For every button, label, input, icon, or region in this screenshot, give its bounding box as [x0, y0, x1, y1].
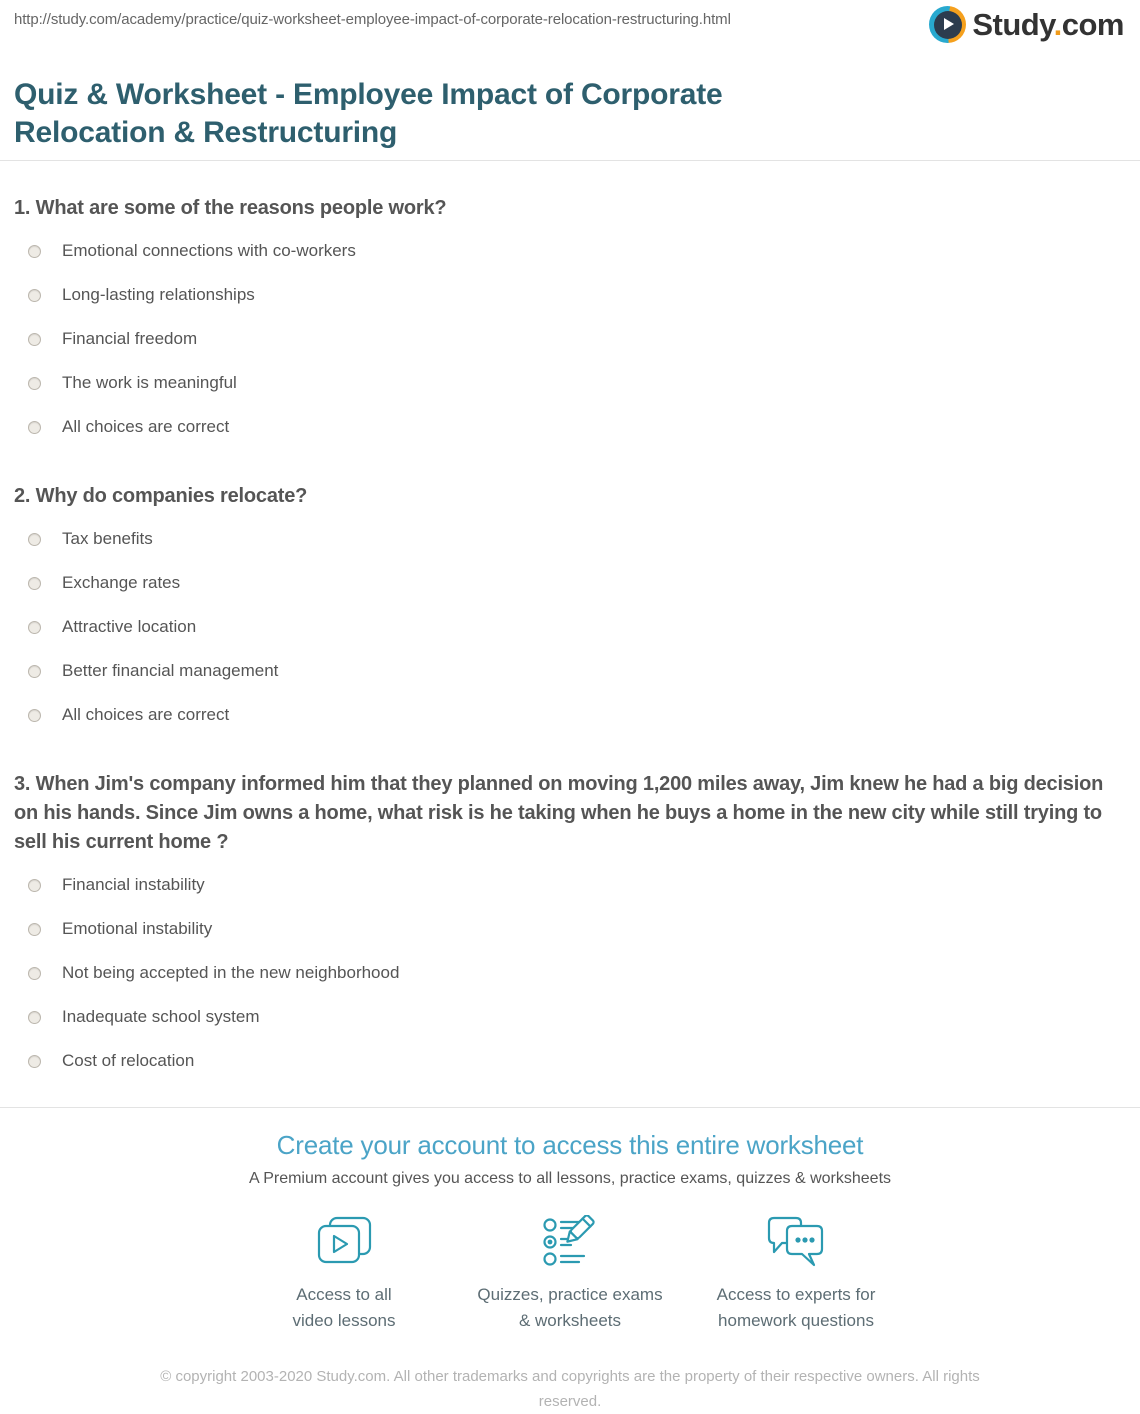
radio-button[interactable] — [28, 533, 41, 546]
question-1-option-1[interactable] — [14, 229, 1126, 273]
copyright-text: © copyright 2003-2020 Study.com. All other trademarks and copyrights are the property of their respective owners. All rights reserved. — [160, 1368, 980, 1410]
answer-option-label: Inadequate school system — [62, 1007, 260, 1026]
radio-button[interactable] — [28, 1011, 41, 1024]
cta-divider — [0, 1107, 1140, 1108]
answer-option-label: Tax benefits — [62, 529, 153, 548]
feature-label-line: Quizzes, practice exams — [477, 1285, 663, 1304]
feature-label-line: homework questions — [718, 1311, 874, 1330]
feature-list — [0, 1212, 1140, 1334]
question-2-option-2[interactable] — [14, 561, 1126, 605]
question-3-option-3[interactable] — [14, 951, 1126, 995]
radio-button[interactable] — [28, 289, 41, 302]
question-2-option-1[interactable] — [14, 517, 1126, 561]
answer-option-label: Long-lasting relationships — [62, 285, 255, 304]
radio-button[interactable] — [28, 621, 41, 634]
radio-button[interactable] — [28, 967, 41, 980]
question-1-heading: 1. What are some of the reasons people work? — [14, 197, 447, 219]
answer-option-label: The work is meaningful — [62, 373, 237, 392]
answer-option-label: Exchange rates — [62, 573, 181, 592]
logo-study-text: Study — [972, 6, 1054, 42]
answer-option-label: Financial instability — [62, 875, 205, 894]
feature-label-line: Access to experts for — [716, 1285, 876, 1304]
question-2-heading: 2. Why do companies relocate? — [14, 485, 308, 507]
answer-option-label: All choices are correct — [62, 417, 230, 436]
premium-subtext: A Premium account gives you access to all lessons, practice exams, quizzes & worksheets — [248, 1170, 892, 1187]
answer-option-label: Attractive location — [62, 617, 197, 636]
radio-button[interactable] — [28, 577, 41, 590]
radio-button[interactable] — [28, 709, 41, 722]
feature-quizzes-worksheets — [457, 1212, 683, 1334]
cta-section — [0, 1130, 1140, 1334]
answer-option-label: Financial freedom — [62, 329, 198, 348]
radio-button[interactable] — [28, 333, 41, 346]
quiz-worksheet-icon — [540, 1212, 600, 1272]
feature-video-lessons — [231, 1212, 457, 1334]
feature-expert-help — [683, 1212, 909, 1334]
radio-button[interactable] — [28, 421, 41, 434]
question-3-heading: 3. When Jim's company informed him that they planned on moving 1,200 miles away, Jim knew he had a big decision on his hands. Since Jim owns a home, what risk is he taking when he buys a home in the new city while still trying to sell his current home ? — [14, 773, 1104, 853]
answer-option-label: Emotional instability — [62, 919, 213, 938]
logo-wordmark — [972, 7, 1124, 43]
video-lessons-icon — [313, 1212, 375, 1272]
answer-option-label: Better financial management — [62, 661, 279, 680]
question-2-option-3[interactable] — [14, 605, 1126, 649]
play-circle-icon — [929, 6, 966, 43]
create-account-link[interactable]: Create your account to access this entire worksheet — [276, 1130, 864, 1160]
title-divider — [0, 160, 1140, 161]
question-2-option-4[interactable] — [14, 649, 1126, 693]
question-3-option-5[interactable] — [14, 1039, 1126, 1083]
question-2-option-5[interactable] — [14, 693, 1126, 737]
question-1-option-4[interactable] — [14, 361, 1126, 405]
radio-button[interactable] — [28, 879, 41, 892]
question-1-option-2[interactable] — [14, 273, 1126, 317]
question-3-option-1[interactable] — [14, 863, 1126, 907]
feature-label-line: & worksheets — [518, 1311, 622, 1330]
studycom-logo[interactable] — [929, 6, 1124, 43]
answer-option-label: All choices are correct — [62, 705, 230, 724]
feature-label — [292, 1282, 395, 1334]
quiz-body — [0, 194, 1140, 1083]
radio-button[interactable] — [28, 1055, 41, 1068]
feature-label — [717, 1282, 876, 1334]
answer-option-label: Cost of relocation — [62, 1051, 195, 1070]
feature-label-line: Access to all — [296, 1285, 392, 1304]
logo-com-text: com — [1061, 6, 1124, 42]
radio-button[interactable] — [28, 245, 41, 258]
question-1-option-3[interactable] — [14, 317, 1126, 361]
question-3-option-2[interactable] — [14, 907, 1126, 951]
logo-dot: . — [1053, 6, 1062, 42]
question-3-option-4[interactable] — [14, 995, 1126, 1039]
feature-label-line: video lessons — [292, 1311, 396, 1330]
answer-option-label: Not being accepted in the new neighborhood — [62, 963, 400, 982]
chat-experts-icon — [765, 1212, 827, 1272]
page-header — [0, 0, 1140, 56]
page-footer — [0, 1364, 1140, 1414]
page-url: http://study.com/academy/practice/quiz-worksheet-employee-impact-of-corporate-relocation-restructuring.html — [14, 11, 731, 28]
feature-label — [477, 1282, 662, 1334]
radio-button[interactable] — [28, 377, 41, 390]
question-1-option-5[interactable] — [14, 405, 1126, 449]
page-title: Quiz & Worksheet - Employee Impact of Corporate Relocation & Restructuring — [14, 78, 723, 149]
answer-option-label: Emotional connections with co-workers — [62, 241, 356, 260]
radio-button[interactable] — [28, 665, 41, 678]
radio-button[interactable] — [28, 923, 41, 936]
